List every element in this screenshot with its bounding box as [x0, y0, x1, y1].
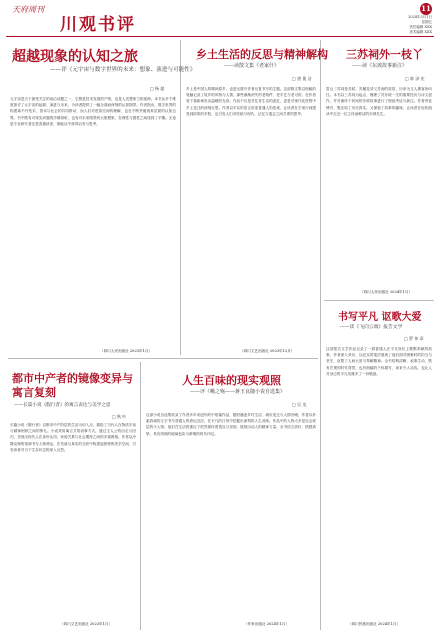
article-title: 人生百味的现实观照 [182, 374, 281, 387]
article-author: □ 杨 超 [150, 86, 165, 91]
article-title: 三苏祠外一枝丫 [346, 48, 423, 61]
article-subtitle: ——评《峨之殇——蒋玉良随小说自选集》 [190, 389, 286, 395]
article-subtitle: ——评《元宇宙与数字世界的未来：想象、演进与可能性》 [50, 67, 196, 73]
column-divider [180, 40, 181, 355]
header-meta-line: 星期五 [421, 20, 432, 24]
column-divider [320, 40, 321, 630]
article-author: □ 吴 龙 [292, 402, 307, 407]
header-meta-line: 美术编辑 XXX [409, 30, 432, 34]
article-title: 乡土生活的反思与精神解构 [196, 48, 328, 61]
article-author: □ 秋 叶 [112, 414, 127, 419]
article-body: 乡土是中国人的精神原乡，也是无数写作者反复书写的主题。这部散文集以细腻的笔触记录了故乡的风物与人情，那些渐渐消失的老物件、老手艺与老习俗，在作者笔下重新焕发出温暖的光泽。作品不仅是对往昔生活的追忆，更是对现代化进程中乡土变迁的深刻反思。作者以平实的语言讲述普通人的悲欢，让读者在字里行间感受到浓浓的乡愁，也引发人们对传统与现代、记忆与遗忘之间关系的思考。 [186, 87, 316, 116]
header-meta-line: 责任编辑 XXX [409, 25, 432, 29]
section-divider [324, 300, 434, 301]
article-source: （四川人民出版社 2024年1月） [360, 290, 413, 294]
header-meta-line: 2024年3月1日 [408, 15, 432, 19]
article-body: 元宇宙是当下最受关注的前沿话题之一，它既是技术发展的产物，也是人类想象力的延伸。本书从多个维度探讨了元宇宙的起源、演进与未来，为读者提供了一幅全面而深刻的认知图景。作者指出，数字世界的构建离不开技术、资本与社会的共同推动，而人们对虚拟空间的理解，也在不断突破现象层面的认知边界。书中既有对现实问题的冷静剖析，也有对未来图景的大胆想象，在理性与感性之间找到了平衡。无论是专业研究者还是普通读者，都能从中获得启发与思考。 [10, 97, 176, 126]
masthead-logo: 天府周刊 [12, 5, 44, 14]
article-subtitle: ——读《东坡故事新注》 [352, 63, 408, 69]
article-subtitle: ——读《飞向云端》报告文学 [340, 325, 403, 330]
section-divider [8, 358, 318, 359]
article-body: 眉山三苏祠是苏轼、苏辙及其父苏洵的故居，历来为文人墨客所向往。本书以三苏祠为起点，梳理了苏东坡一生的重要经历与诗文创作，并对流传于民间的东坡故事进行了细致考证与新注。作者旁征博引，既还原了历史真实，又保留了故事的趣味，让读者在轻松阅读中走近一位立体而鲜活的东坡先生。 [326, 87, 432, 116]
header-meta [408, 3, 432, 35]
article-author: □ 罗 伟 章 [404, 336, 424, 341]
article-body: 长篇小说《假行者》以都市中产阶层的生活为切入点，描绘了当代人在物质丰裕与精神困顿之间的挣扎。小说采用寓言式的叙事方式，通过主人公的出走与回归，呈现出现代人在身份认同、家庭关系与社会期待之间的多重困境。作者以冷静克制的笔调书写人物命运，在荒诞与真实的交织中构建起独特的美学空间，引发读者对当下生存状态的深入反思。 [10, 423, 136, 452]
page-number: 11 [421, 4, 431, 13]
article-author: □ 唐 俊 洁 [292, 76, 312, 81]
article-title: 都市中产者的镜像变异与寓言复刻 [12, 372, 133, 399]
article-source: （四川人民出版社 2023年1月） [100, 349, 153, 353]
article-body: 这部小说自选集收录了作者多年来创作的中短篇作品，题材涵盖乡村生活、城市变迁与人情冷暖。作者以朴素真诚的文字书写普通人的命运沉浮，在平凡的日常中挖掘出深刻的人生况味。作品中的人物大多是社会底层的小人物，他们在生活的重压下依然保持着善良与坚韧，展现出动人的精神力量。全书语言质朴、情感真挚，具有浓郁的地域色彩与鲜明的时代印记。 [146, 413, 316, 436]
article-source: （四川文艺出版社 2023年1月） [60, 622, 113, 626]
article-source: （四川文艺出版社 2023年12月） [240, 349, 295, 353]
article-subtitle: ——长篇小说《假行者》的寓言表达与美学之思 [14, 403, 111, 408]
header-rule [6, 36, 434, 37]
section-title: 川观书评 [60, 15, 136, 35]
article-title: 书写平凡 讴歌大爱 [338, 312, 422, 323]
article-author: □ 陈 泽 宏 [405, 76, 425, 81]
article-body: 这部报告文学作品记录了一群普通人在平凡岗位上默默奉献的故事。作者深入采访，以纪实的笔法展现了他们面对困难时的担当与坚守，讴歌了人间大爱与奉献精神。全书结构清晰、叙事生动，既有宏观的时代背景，也有细腻的个体描写，读来令人动容，也让人对身边的平凡英雄多了一份敬意。 [326, 347, 432, 376]
column-divider [140, 362, 141, 630]
article-source: （作家出版社 2024年1月） [244, 622, 289, 626]
article-source: （四川民族出版社 2024年1月） [348, 622, 401, 626]
article-subtitle: ——读散文集《老家什》 [224, 63, 280, 69]
article-title: 超越现象的认知之旅 [12, 49, 138, 65]
